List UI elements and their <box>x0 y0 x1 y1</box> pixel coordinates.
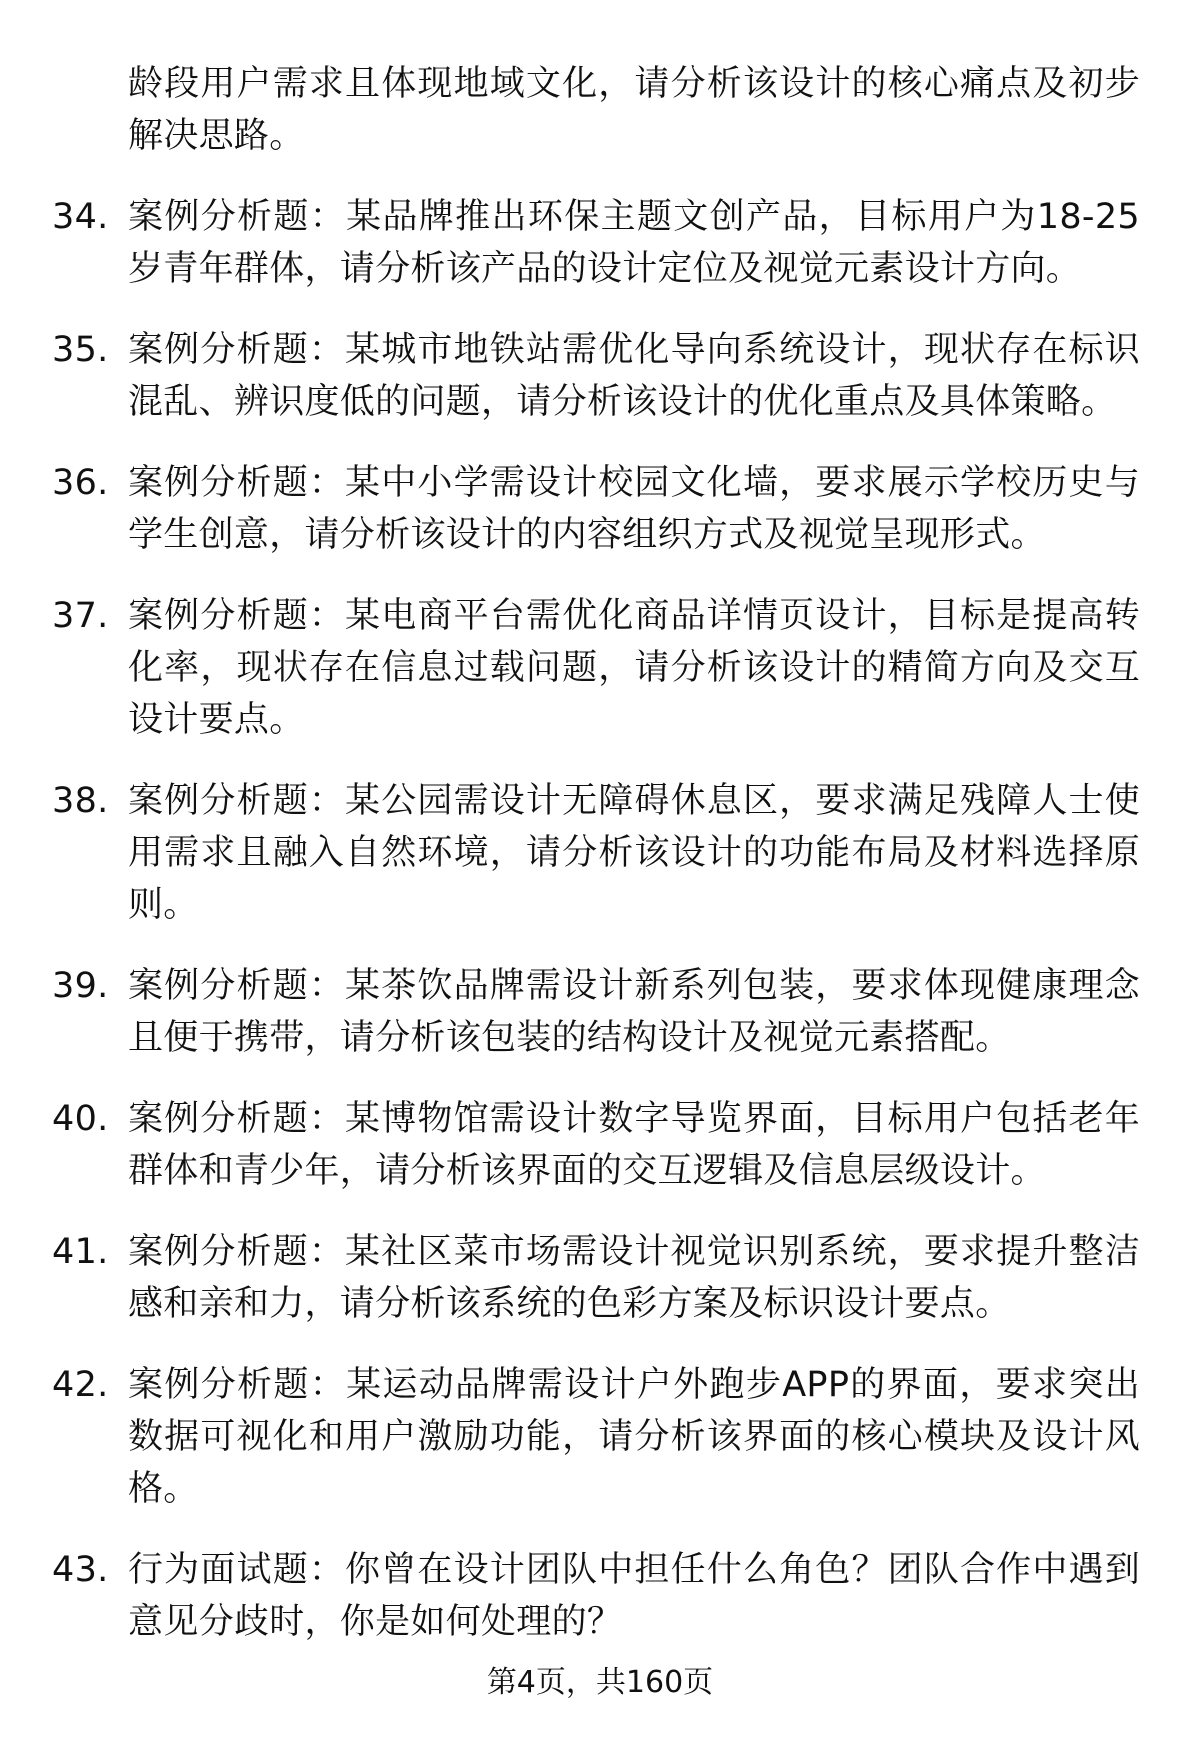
question-text: 行为面试题：你曾在设计团队中担任什么角色？团队合作中遇到意见分歧时，你是如何处理的？ <box>128 1550 1140 1642</box>
question-text: 案例分析题：某运动品牌需设计户外跑步APP的界面，要求突出数据可视化和用户激励功能，请分析该界面的核心模块及设计风格。 <box>128 1365 1140 1509</box>
question-number: 42. <box>52 1365 109 1405</box>
question-text: 案例分析题：某中小学需设计校园文化墙，要求展示学校历史与学生创意，请分析该设计的内容组织方式及视觉呈现形式。 <box>128 463 1140 555</box>
question-number: 40. <box>52 1099 109 1139</box>
question-item <box>0 58 1140 162</box>
question-item <box>0 1226 1140 1330</box>
question-text: 案例分析题：某电商平台需优化商品详情页设计，目标是提高转化率，现状存在信息过载问题，请分析该设计的精简方向及交互设计要点。 <box>128 596 1140 740</box>
question-text: 案例分析题：某博物馆需设计数字导览界面，目标用户包括老年群体和青少年，请分析该界面的交互逻辑及信息层级设计。 <box>128 1099 1140 1191</box>
question-text: 案例分析题：某公园需设计无障碍休息区，要求满足残障人士使用需求且融入自然环境，请分析该设计的功能布局及材料选择原则。 <box>128 781 1140 925</box>
question-list <box>0 58 1200 1677</box>
question-number: 34. <box>52 197 109 237</box>
page-footer: 第4页，共160页 <box>486 1665 714 1700</box>
question-number: 38. <box>52 781 109 821</box>
question-text: 案例分析题：某品牌推出环保主题文创产品，目标用户为18-25岁青年群体，请分析该产品的设计定位及视觉元素设计方向。 <box>128 197 1140 289</box>
question-item <box>0 457 1140 561</box>
question-item <box>0 324 1140 428</box>
question-item <box>0 775 1140 931</box>
question-text: 龄段用户需求且体现地域文化，请分析该设计的核心痛点及初步解决思路。 <box>128 64 1140 156</box>
question-number: 41. <box>52 1232 109 1272</box>
question-number: 37. <box>52 596 109 636</box>
question-item <box>0 590 1140 746</box>
question-text: 案例分析题：某城市地铁站需优化导向系统设计，现状存在标识混乱、辨识度低的问题，请分析该设计的优化重点及具体策略。 <box>128 330 1140 422</box>
question-item <box>0 1359 1140 1515</box>
question-item <box>0 1093 1140 1197</box>
question-text: 案例分析题：某茶饮品牌需设计新系列包装，要求体现健康理念且便于携带，请分析该包装的结构设计及视觉元素搭配。 <box>128 966 1140 1058</box>
question-number: 35. <box>52 330 109 370</box>
question-item <box>0 191 1140 295</box>
question-text: 案例分析题：某社区菜市场需设计视觉识别系统，要求提升整洁感和亲和力，请分析该系统的色彩方案及标识设计要点。 <box>128 1232 1140 1324</box>
question-number: 36. <box>52 463 109 503</box>
question-item <box>0 960 1140 1064</box>
question-number: 39. <box>52 966 109 1006</box>
question-item <box>0 1544 1140 1648</box>
question-number: 43. <box>52 1550 109 1590</box>
